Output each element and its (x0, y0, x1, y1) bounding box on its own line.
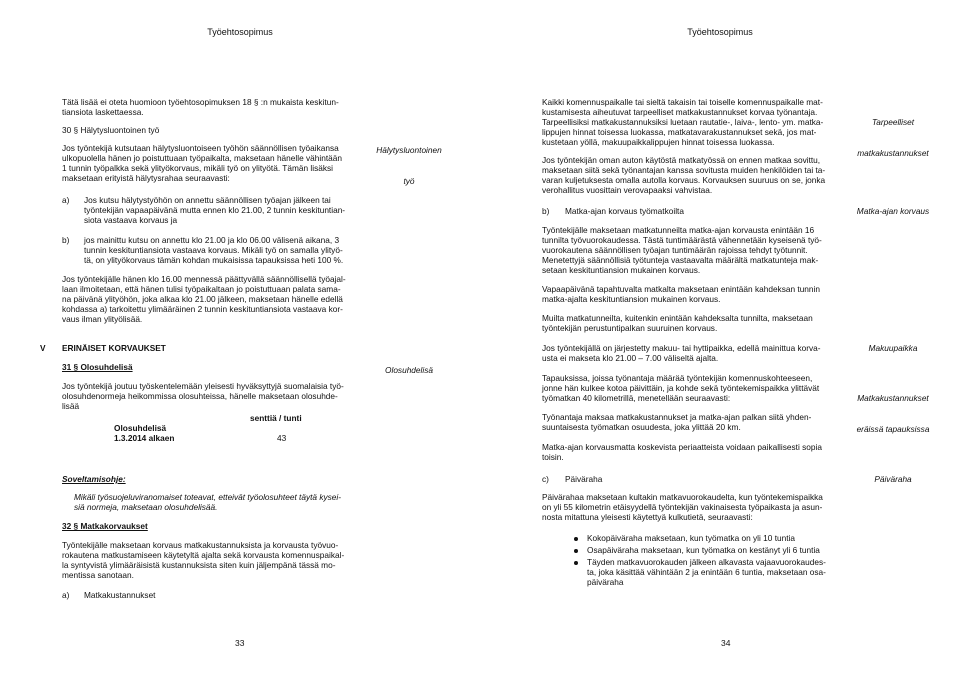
margin-note-daily-allowance: Päiväraha (874, 474, 912, 484)
table-header: senttiä / tunti (250, 413, 302, 423)
margin-note-necessary-costs: Tarpeelliset matkakustannukset (857, 117, 929, 159)
page-header: Työehtosopimus (687, 27, 753, 37)
item-b-label: b) (542, 206, 550, 216)
section-32-a-title: Matkakustannukset (84, 590, 156, 600)
section-31-margin-note: Olosuhdelisä (385, 365, 433, 375)
page-number: 34 (721, 638, 731, 648)
note-heading: Soveltamisohje: (62, 474, 126, 484)
bullet-icon (574, 549, 578, 553)
chapter-title: ERINÄISET KORVAUKSET (62, 343, 166, 353)
margin-note-special-cases: Matkakustannukset eräissä tapauksissa (856, 393, 930, 435)
item-b-title: Matka-ajan korvaus työmatkoilta (565, 206, 684, 216)
margin-note-travel-time: Matka-ajan korvaus (856, 206, 930, 216)
section-30-heading: 30 § Hälytysluontoinen työ (62, 125, 160, 135)
section-32-heading: 32 § Matkakorvaukset (62, 521, 148, 531)
section-32-a-label: a) (62, 590, 70, 600)
item-c-title: Päiväraha (565, 474, 603, 484)
chapter-number: V (40, 343, 46, 353)
table-row-label: Olosuhdelisä (114, 423, 167, 433)
section-31-heading: 31 § Olosuhdelisä (62, 362, 133, 372)
page-header: Työehtosopimus (207, 27, 273, 37)
bullet-icon (574, 561, 578, 565)
section-30-margin-note: Hälytysluontoinen työ (376, 145, 442, 187)
table-row-date: 1.3.2014 alkaen (114, 433, 175, 443)
table-row-value: 43 (277, 433, 287, 443)
page-number: 33 (235, 638, 245, 648)
bullet-icon (574, 537, 578, 541)
right-page: Työehtosopimus Kaikki komennuspaikalle tai sieltä takaisin tai toiselle komennuspaikalle mat- kustamisesta aiheutuvat tarpeelliset matkakustannukset korvaa työnantaja. Tarpeellisiksi matkakustannuksiksi luetaan rautatie-, laiva-, lento- ym. matka- lippujen hinnat toisessa luokassa, matkatavarakustannukset sekä, jos mat- kustetaan yöllä, makuupaikkalippujen hinnat toisessa luokassa. Tarpeelliset matkakustannukset Jos työntekijän oman auton käytöstä matkatyössä on ennen matkaa sovittu, maksetaan siitä sekä työnantajan kanssa sovitusta muiden henkilöiden tai ta- varan kuljetuksesta omalla autolla korvaus. Korvauksen suuruus on se, jonka verohallitus vuosittain verovapaaksi vahvistaa. b) Matka-ajan korvaus työmatkoilta Matka-ajan korvaus Työntekijälle maksetaan matkatunneilta matka-ajan korvausta enintään 16 tunnilta työvuorokaudessa. Tästä tuntimäärästä vähennetään kyseisenä työ- vuorokautena säännöllisen työajan tuntimäärän rajoissa tehdyt työtunnit. Menetettyjä säännöllisiä työtunteja vastaavalta määrältä matkatunteja mak- setaan keskituntiansion mukainen korvaus. Vapaapäivänä tapahtuvalta matkalta maksetaan enintään kahdeksan tunnin matka-ajalta keskituntiansion mukainen korvaus. Muilta matkatunneilta, kuitenkin enintään kahdeksalta tunnilta, maksetaan työntekijän perustuntipalkan suuruinen korvaus. Jos työntekijällä on järjestetty makuu- tai hyttipaikka, edellä mainittua korva- usta ei makseta klo 21.00 – 7.00 väliseltä ajalta. Makuupaikka Tapauksissa, joissa työnantaja määrää työntekijän komennuskohteeseen, jonne hän kulkee kotoa päivittäin, ja kohde sekä työntekemispaikka ylittävät työmatkan 40 kilometrillä, menetellään seuraavasti: Matkakustannukset eräissä tapauksissa Työnantaja maksaa matkakustannukset ja matka-ajan palkan siitä yhden- suuntaisesta työmatkan osuudesta, joka ylittää 20 km. Matka-ajan korvausmatta koskevista periaatteista voidaan paikallisesti sopia toisin. c) Päiväraha Päiväraha Päivärahaa maksetaan kultakin matkavuorokaudelta, kun työntekemispaikka on yli 55 kilometrin etäisyydellä työntekijän vakinaisesta työpaikasta ja asun- nosta mitattuna yleisesti käytettyä kulkutietä, seuraavasti: Kokopäiväraha maksetaan, kun työmatka on yli 10 tuntia Osapäiväraha maksetaan, kun työmatka on kestänyt yli 6 tuntia Täyden matkavuorokauden jälkeen alkavasta vajaavuorokaudes- ta, joka käsittää vähintään 2 ja enintään 6 tuntia, maksetaan osa- päiväraha 34 (480, 0, 960, 674)
item-c-label: c) (542, 474, 549, 484)
left-page: Työehtosopimus Tätä lisää ei oteta huomioon työehtosopimuksen 18 § :n mukaista keskitun- tiansiota laskettaessa. 30 § Hälytysluontoinen työ Hälytysluontoinen työ Jos työntekijä kutsutaan hälytysluontoiseen työhön säännöllisen työaikansa ulkopuolella hänen jo poistuttuaan työpaikalta, maksetaan hänelle vähintään 1 tunnin työpalkka sekä ylityökorvaus, mikäli työ on ylityötä. Tämän lisäksi maksetaan erityistä hälytysrahaa seuraavasti: a) Jos kutsu hälytystyöhön on annettu säännöllisen työajan jälkeen tai työntekijän vapaapäivänä mutta ennen klo 21.00, 2 tunnin keskituntian- siota vastaava korvaus ja b) jos mainittu kutsu on annettu klo 21.00 ja klo 06.00 välisenä aikana, 3 tunnin keskituntiansiota vastaava korvaus. Mikäli työ on samalla ylityö- tä, on ylityökorvaus tämän kohdan mukaisissa tapauksissa heti 100 %. Jos työntekijälle hänen klo 16.00 mennessä päättyvällä säännöllisellä työajal- laan ilmoitetaan, että hänen tulisi työpaikaltaan jo poistuttuaan palata sama- na päivänä ylityöhön, joka alkaa klo 21.00 jälkeen, maksetaan hänelle edellä kohdassa a) tarkoitettu ylimääräinen 2 tunnin keskituntiansiota vastaava kor- vaus ilman ylityölisää. V ERINÄISET KORVAUKSET 31 § Olosuhdelisä Olosuhdelisä Jos työntekijä joutuu työskentelemään yleisesti hyväksyttyjä suomalaisia työ- olosuhdenormeja heikommissa olosuhteissa, hänelle maksetaan olosuhde- lisää senttiä / tunti Olosuhdelisä 1.3.2014 alkaen 43 Soveltamisohje: Mikäli työsuojeluviranomaiset toteavat, etteivät työolosuhteet täytä kysei- siä normeja, maksetaan olosuhdelisää. 32 § Matkakorvaukset Työntekijälle maksetaan korvaus matkakustannuksista ja korvausta työvuo- rokautena matkustamiseen käytetyltä ajalta sekä korvausta komennuspaikal- la syntyvistä ylimääräisistä kustannuksista siten kuin jäljempänä tässä mo- mentissa sanotaan. a) Matkakustannukset 33 (0, 0, 480, 674)
margin-note-berth: Makuupaikka (868, 343, 918, 353)
